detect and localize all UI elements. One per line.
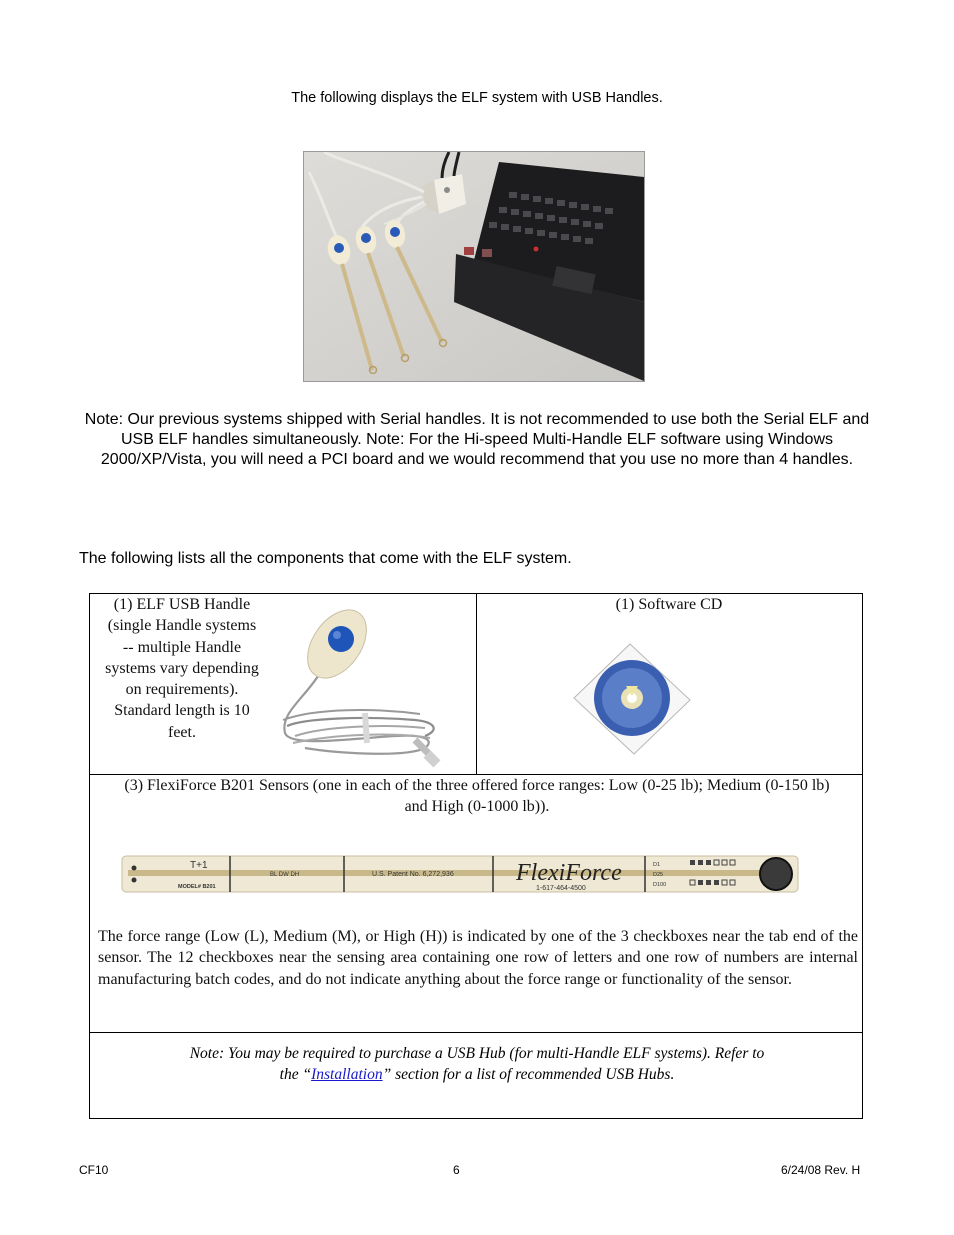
elf-system-photo	[303, 151, 645, 382]
handle-line: systems vary depending	[105, 659, 259, 677]
note-text: Note: Our previous systems shipped with Serial handles. It is not recommended to use both the Serial ELF and USB ELF handles simultaneously. Note: For the Hi-speed Multi-Handle ELF software using Windows 2000/XP/Vista, you will need a PCI board and we would recommend that you use no more than 4 handles.	[84, 411, 870, 468]
sensor-tab-label: T+1	[190, 860, 208, 871]
footer-left: CF10	[79, 1163, 109, 1177]
sensors-heading	[100, 775, 854, 818]
handle-line: feet.	[168, 723, 196, 741]
software-cd-label: (1) Software CD	[615, 596, 723, 613]
handle-description	[96, 594, 268, 743]
table-divider	[90, 1032, 862, 1033]
handle-line: (1) ELF USB Handle	[113, 596, 251, 613]
handle-line: Standard length is 10	[114, 702, 250, 720]
sensor-patent-label: U.S. Patent No. 6,272,936	[372, 871, 454, 878]
installation-link[interactable]: Installation	[311, 1065, 383, 1083]
sensor-brand-label: FlexiForce	[516, 860, 622, 886]
usb-hub-note	[90, 1044, 864, 1085]
components-table	[89, 593, 863, 1119]
footer-page-number: 6	[453, 1163, 460, 1177]
flexiforce-sensor-image	[120, 850, 804, 900]
sensor-code-label: D25	[653, 872, 664, 878]
usb-handle-image	[275, 608, 455, 770]
sensor-phone-label: 1-617-464-4500	[536, 885, 586, 892]
sensor-model-label: MODEL# B201	[178, 884, 216, 890]
handle-line: (single Handle systems	[107, 617, 257, 635]
table-divider	[476, 594, 477, 775]
usb-hub-note-line	[90, 1065, 864, 1086]
sensors-line: and High (0-1000 lb)).	[404, 798, 550, 816]
intro-text: The following displays the ELF system with USB Handles.	[291, 90, 663, 106]
footer-right: 6/24/08 Rev. H	[781, 1163, 861, 1177]
usb-hub-note-line: Note: You may be required to purchase a USB Hub (for multi-Handle ELF systems). Refer to	[189, 1045, 765, 1062]
handle-line: -- multiple Handle	[122, 638, 242, 656]
sensor-code-label: D1	[653, 862, 661, 868]
sensor-ranges-label: BL DW DH	[270, 872, 300, 878]
note-text-fragment: the “	[279, 1065, 312, 1083]
sensors-description: The force range (Low (L), Medium (M), or High (H)) is indicated by one of the 3 checkboxes near the tab end of the sensor. The 12 checkboxes near the sensing area containing one row of letters and one row of numbers are internal manufacturing batch codes, and do not indicate anything about the force range or functionality of the sensor.	[98, 928, 858, 988]
sensor-code-label: D100	[653, 882, 667, 888]
sensors-line: (3) FlexiForce B201 Sensors (one in each of the three offered force ranges: Low (0-25 lb); Medium (0-150 lb)	[124, 777, 830, 794]
software-cd-image	[572, 638, 692, 758]
note-text-fragment: ” section for a list of recommended USB Hubs.	[382, 1065, 675, 1083]
components-intro-text: The following lists all the components that come with the ELF system.	[79, 550, 572, 567]
handle-line: on requirements).	[125, 681, 239, 699]
